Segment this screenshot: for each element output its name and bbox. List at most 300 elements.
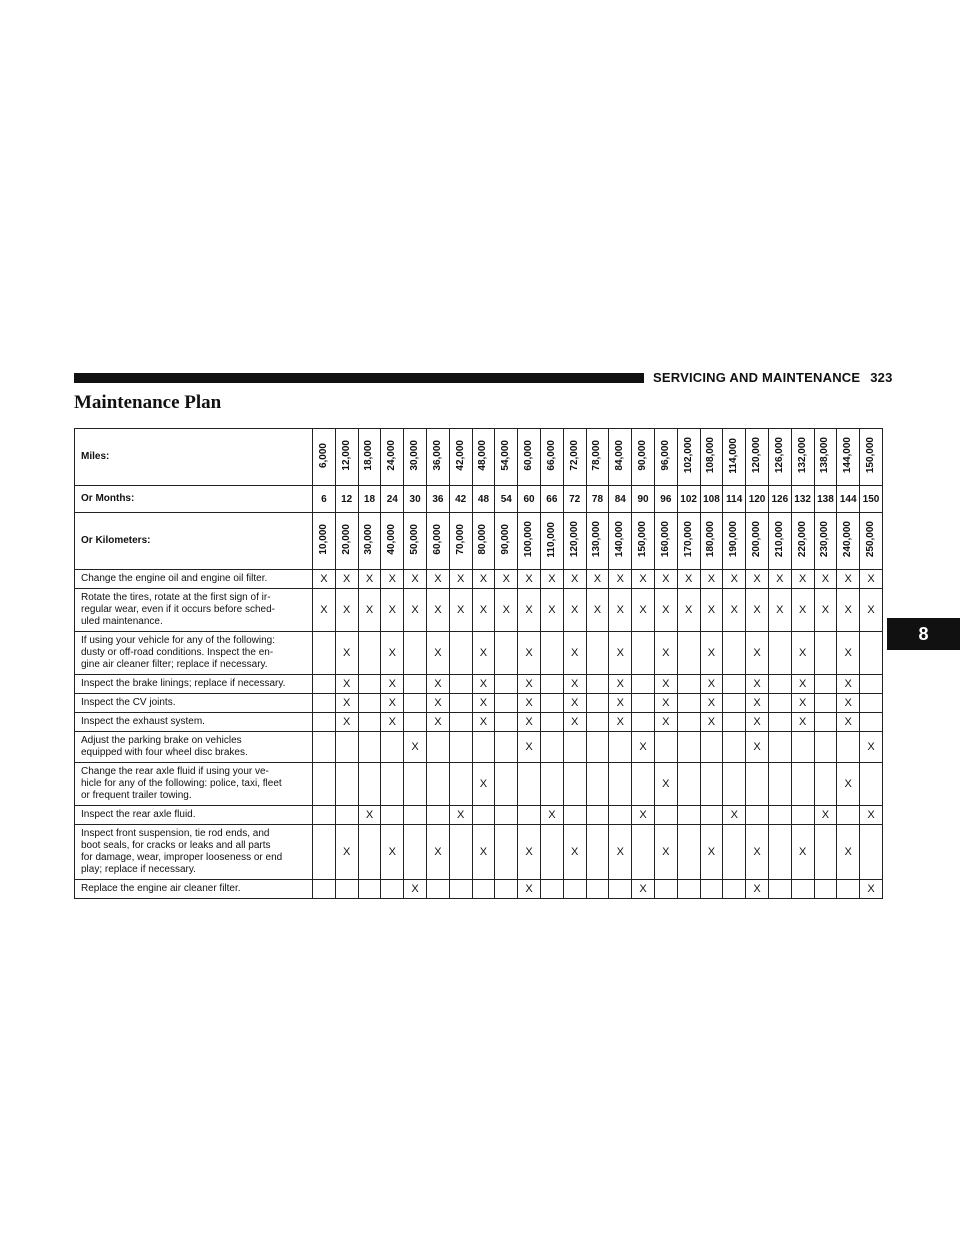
service-mark: X: [609, 675, 632, 694]
service-mark: X: [563, 713, 586, 732]
service-mark: [609, 763, 632, 806]
service-mark: X: [746, 732, 769, 763]
service-mark: X: [404, 732, 427, 763]
service-mark: [449, 825, 472, 880]
kilometers-interval-text: 100,000: [523, 521, 535, 558]
service-mark: [540, 713, 563, 732]
service-mark: X: [335, 713, 358, 732]
miles-interval-text: 150,000: [865, 437, 877, 474]
service-mark: [518, 806, 541, 825]
service-mark: [723, 732, 746, 763]
service-mark: [586, 825, 609, 880]
miles-interval-text: 120,000: [751, 437, 763, 474]
service-mark: X: [654, 694, 677, 713]
service-mark: X: [837, 632, 860, 675]
service-mark: X: [700, 825, 723, 880]
kilometers-interval-text: 60,000: [431, 524, 443, 555]
service-mark: X: [632, 732, 655, 763]
service-mark: X: [791, 589, 814, 632]
service-mark: [381, 763, 404, 806]
miles-interval: [495, 429, 518, 486]
service-mark: [472, 732, 495, 763]
miles-interval: [426, 429, 449, 486]
miles-interval: [518, 429, 541, 486]
service-mark: X: [654, 763, 677, 806]
service-mark: X: [746, 880, 769, 899]
months-interval: 132: [791, 486, 814, 513]
service-mark: X: [358, 570, 381, 589]
service-item-label: Replace the engine air cleaner filter.: [75, 880, 313, 899]
miles-interval-text: 126,000: [773, 437, 785, 474]
miles-interval: [814, 429, 837, 486]
kilometers-interval: [449, 513, 472, 570]
months-interval: 144: [837, 486, 860, 513]
service-mark: X: [449, 806, 472, 825]
service-mark: X: [381, 632, 404, 675]
service-mark: X: [746, 694, 769, 713]
service-mark: X: [723, 589, 746, 632]
months-interval: 54: [495, 486, 518, 513]
service-mark: X: [791, 632, 814, 675]
service-mark: [358, 675, 381, 694]
service-mark: [426, 880, 449, 899]
service-mark: [563, 880, 586, 899]
kilometers-interval: [654, 513, 677, 570]
service-mark: [358, 732, 381, 763]
service-mark: X: [404, 880, 427, 899]
months-interval: 90: [632, 486, 655, 513]
service-mark: [381, 732, 404, 763]
service-mark: X: [472, 632, 495, 675]
months-interval: 120: [746, 486, 769, 513]
miles-interval: [313, 429, 336, 486]
service-mark: [814, 825, 837, 880]
service-mark: X: [586, 589, 609, 632]
kilometers-interval: [837, 513, 860, 570]
months-interval: 126: [768, 486, 791, 513]
service-mark: [791, 732, 814, 763]
service-mark: [723, 825, 746, 880]
service-mark: X: [700, 694, 723, 713]
service-mark: [358, 825, 381, 880]
service-mark: X: [540, 589, 563, 632]
service-mark: [723, 694, 746, 713]
service-mark: [495, 632, 518, 675]
service-mark: X: [518, 589, 541, 632]
service-mark: [768, 763, 791, 806]
service-mark: [472, 806, 495, 825]
kilometers-interval-text: 200,000: [751, 521, 763, 558]
months-interval: 48: [472, 486, 495, 513]
table-row: [75, 675, 883, 694]
service-mark: X: [426, 713, 449, 732]
kilometers-interval-text: 250,000: [865, 521, 877, 558]
miles-interval-text: 12,000: [340, 440, 352, 471]
service-mark: X: [426, 694, 449, 713]
table-row: [75, 589, 883, 632]
service-mark: X: [335, 825, 358, 880]
service-mark: X: [677, 570, 700, 589]
months-interval: 18: [358, 486, 381, 513]
chapter-tab: 8: [887, 618, 960, 650]
service-mark: X: [700, 713, 723, 732]
kilometers-interval: [358, 513, 381, 570]
section-name: SERVICING AND MAINTENANCE: [653, 370, 861, 385]
service-mark: X: [381, 570, 404, 589]
service-mark: [426, 763, 449, 806]
service-mark: X: [518, 694, 541, 713]
service-mark: [540, 732, 563, 763]
service-item-label: Inspect the exhaust system.: [75, 713, 313, 732]
service-mark: [586, 694, 609, 713]
service-mark: [700, 880, 723, 899]
miles-interval-text: 90,000: [637, 440, 649, 471]
miles-interval-text: 18,000: [363, 440, 375, 471]
service-mark: [768, 632, 791, 675]
miles-interval: [586, 429, 609, 486]
service-mark: X: [632, 589, 655, 632]
service-item-label: Change the rear axle fluid if using your ve- hicle for any of the following: police, taxi, fleet or frequent trailer towing.: [75, 763, 313, 806]
service-mark: X: [472, 825, 495, 880]
months-interval: 72: [563, 486, 586, 513]
service-mark: [586, 732, 609, 763]
service-mark: X: [518, 825, 541, 880]
running-header: [653, 370, 893, 385]
service-mark: X: [426, 589, 449, 632]
service-mark: [860, 632, 883, 675]
service-mark: X: [518, 732, 541, 763]
service-mark: [654, 880, 677, 899]
service-mark: [540, 632, 563, 675]
service-mark: [837, 880, 860, 899]
miles-interval-text: 144,000: [842, 437, 854, 474]
service-mark: X: [563, 825, 586, 880]
service-mark: [768, 694, 791, 713]
service-item-label: Rotate the tires, rotate at the first sign of ir- regular wear, even if it occurs before sched- uled maintenance.: [75, 589, 313, 632]
service-mark: X: [609, 589, 632, 632]
service-mark: [404, 763, 427, 806]
service-mark: [426, 732, 449, 763]
service-mark: X: [586, 570, 609, 589]
kilometers-interval: [632, 513, 655, 570]
service-mark: [677, 825, 700, 880]
service-mark: [860, 825, 883, 880]
service-mark: X: [518, 880, 541, 899]
service-mark: [632, 713, 655, 732]
service-mark: [313, 713, 336, 732]
service-mark: [768, 880, 791, 899]
kilometers-interval: [700, 513, 723, 570]
kilometers-interval-text: 240,000: [842, 521, 854, 558]
service-mark: X: [814, 589, 837, 632]
service-mark: X: [563, 675, 586, 694]
kilometers-interval-text: 150,000: [637, 521, 649, 558]
months-interval: 96: [654, 486, 677, 513]
miles-interval: [791, 429, 814, 486]
service-mark: X: [335, 632, 358, 675]
service-mark: [860, 713, 883, 732]
service-mark: [791, 806, 814, 825]
service-mark: [540, 763, 563, 806]
service-mark: [723, 713, 746, 732]
months-row: [75, 486, 883, 513]
kilometers-interval-text: 90,000: [500, 524, 512, 555]
service-mark: [586, 632, 609, 675]
service-mark: X: [426, 570, 449, 589]
miles-interval-text: 72,000: [568, 440, 580, 471]
service-mark: [860, 694, 883, 713]
miles-interval: [335, 429, 358, 486]
months-interval: 30: [404, 486, 427, 513]
months-label: Or Months:: [75, 486, 313, 513]
service-mark: X: [540, 570, 563, 589]
service-mark: X: [609, 570, 632, 589]
service-mark: X: [700, 675, 723, 694]
service-mark: [404, 825, 427, 880]
service-mark: X: [700, 589, 723, 632]
months-interval: 84: [609, 486, 632, 513]
kilometers-interval: [746, 513, 769, 570]
miles-interval: [860, 429, 883, 486]
service-mark: X: [518, 675, 541, 694]
service-mark: [472, 880, 495, 899]
service-mark: X: [654, 675, 677, 694]
miles-interval-text: 114,000: [728, 437, 740, 474]
service-mark: X: [837, 589, 860, 632]
service-item-label: Inspect front suspension, tie rod ends, and boot seals, for cracks or leaks and all parts for damage, wear, improper looseness or end play; replace if necessary.: [75, 825, 313, 880]
service-mark: [313, 763, 336, 806]
service-mark: [313, 806, 336, 825]
months-interval: 138: [814, 486, 837, 513]
service-mark: X: [609, 825, 632, 880]
service-mark: X: [860, 806, 883, 825]
service-mark: X: [723, 806, 746, 825]
months-interval: 12: [335, 486, 358, 513]
service-mark: X: [860, 589, 883, 632]
kilometers-interval-text: 80,000: [477, 524, 489, 555]
service-mark: X: [632, 806, 655, 825]
service-mark: [837, 732, 860, 763]
service-mark: [814, 763, 837, 806]
miles-interval: [632, 429, 655, 486]
kilometers-interval: [381, 513, 404, 570]
service-mark: X: [837, 570, 860, 589]
service-mark: [313, 675, 336, 694]
service-mark: [654, 806, 677, 825]
kilometers-interval: [495, 513, 518, 570]
service-mark: [313, 632, 336, 675]
service-mark: [609, 880, 632, 899]
miles-interval: [563, 429, 586, 486]
service-mark: [677, 806, 700, 825]
service-mark: [358, 880, 381, 899]
service-mark: [768, 675, 791, 694]
service-item-label: Inspect the CV joints.: [75, 694, 313, 713]
service-mark: [335, 880, 358, 899]
service-mark: [723, 675, 746, 694]
service-mark: [335, 732, 358, 763]
service-mark: [495, 713, 518, 732]
months-interval: 78: [586, 486, 609, 513]
table-row: [75, 880, 883, 899]
miles-interval: [768, 429, 791, 486]
kilometers-interval: [335, 513, 358, 570]
service-mark: X: [609, 632, 632, 675]
service-mark: X: [540, 806, 563, 825]
service-mark: X: [677, 589, 700, 632]
service-mark: X: [837, 713, 860, 732]
service-mark: [381, 806, 404, 825]
miles-interval-text: 66,000: [545, 440, 557, 471]
kilometers-interval-text: 220,000: [796, 521, 808, 558]
kilometers-interval: [472, 513, 495, 570]
service-mark: X: [472, 763, 495, 806]
service-mark: [540, 880, 563, 899]
service-mark: [609, 732, 632, 763]
miles-interval: [358, 429, 381, 486]
service-mark: X: [358, 806, 381, 825]
miles-interval-text: 30,000: [409, 440, 421, 471]
service-mark: [540, 675, 563, 694]
service-mark: X: [837, 763, 860, 806]
miles-interval: [404, 429, 427, 486]
service-mark: X: [700, 632, 723, 675]
service-mark: X: [632, 570, 655, 589]
months-interval: 36: [426, 486, 449, 513]
kilometers-interval-text: 70,000: [454, 524, 466, 555]
service-mark: X: [426, 675, 449, 694]
service-mark: [449, 763, 472, 806]
service-mark: [586, 763, 609, 806]
service-mark: [404, 632, 427, 675]
service-mark: X: [860, 570, 883, 589]
table-row: [75, 713, 883, 732]
service-mark: [495, 732, 518, 763]
service-mark: [586, 806, 609, 825]
service-mark: [313, 694, 336, 713]
service-mark: [632, 675, 655, 694]
header-rule: [74, 373, 644, 383]
service-mark: [746, 806, 769, 825]
service-mark: [723, 763, 746, 806]
service-mark: [860, 675, 883, 694]
service-mark: [495, 675, 518, 694]
miles-row: [75, 429, 883, 486]
kilometers-row: [75, 513, 883, 570]
miles-label: Miles:: [75, 429, 313, 486]
kilometers-interval-text: 210,000: [773, 521, 785, 558]
service-mark: X: [472, 589, 495, 632]
miles-interval-text: 132,000: [796, 437, 808, 474]
kilometers-interval: [313, 513, 336, 570]
kilometers-interval-text: 140,000: [614, 521, 626, 558]
kilometers-interval-text: 40,000: [386, 524, 398, 555]
miles-interval-text: 42,000: [454, 440, 466, 471]
service-mark: [632, 694, 655, 713]
service-mark: [495, 825, 518, 880]
service-mark: [700, 763, 723, 806]
miles-interval: [540, 429, 563, 486]
service-mark: [791, 763, 814, 806]
miles-interval-text: 60,000: [523, 440, 535, 471]
service-mark: X: [518, 713, 541, 732]
service-mark: X: [381, 675, 404, 694]
service-mark: X: [700, 570, 723, 589]
service-mark: [313, 825, 336, 880]
months-interval: 114: [723, 486, 746, 513]
miles-interval: [609, 429, 632, 486]
miles-interval-text: 78,000: [591, 440, 603, 471]
service-mark: [358, 694, 381, 713]
service-mark: [449, 632, 472, 675]
service-mark: X: [768, 589, 791, 632]
miles-interval: [723, 429, 746, 486]
service-mark: [837, 806, 860, 825]
service-mark: [563, 732, 586, 763]
kilometers-interval-text: 170,000: [682, 521, 694, 558]
service-mark: [449, 880, 472, 899]
service-mark: [449, 694, 472, 713]
maintenance-table: [74, 428, 883, 899]
kilometers-interval: [586, 513, 609, 570]
service-mark: X: [335, 589, 358, 632]
table-row: [75, 806, 883, 825]
service-mark: X: [746, 675, 769, 694]
service-mark: X: [609, 694, 632, 713]
miles-interval: [472, 429, 495, 486]
service-mark: [632, 825, 655, 880]
miles-interval: [381, 429, 404, 486]
service-mark: X: [860, 880, 883, 899]
service-mark: X: [632, 880, 655, 899]
miles-interval: [449, 429, 472, 486]
months-interval: 6: [313, 486, 336, 513]
service-mark: X: [814, 806, 837, 825]
service-mark: X: [791, 694, 814, 713]
service-mark: X: [860, 732, 883, 763]
service-mark: [540, 825, 563, 880]
service-item-label: Inspect the brake linings; replace if necessary.: [75, 675, 313, 694]
service-mark: X: [358, 589, 381, 632]
service-mark: [540, 694, 563, 713]
service-mark: X: [335, 675, 358, 694]
service-mark: X: [837, 694, 860, 713]
service-mark: X: [313, 589, 336, 632]
service-mark: [426, 806, 449, 825]
service-item-label: Inspect the rear axle fluid.: [75, 806, 313, 825]
kilometers-interval-text: 160,000: [659, 521, 671, 558]
service-mark: X: [723, 570, 746, 589]
kilometers-interval-text: 30,000: [363, 524, 375, 555]
service-mark: [768, 806, 791, 825]
service-mark: [814, 880, 837, 899]
service-mark: X: [335, 570, 358, 589]
service-mark: [677, 713, 700, 732]
service-mark: [791, 880, 814, 899]
service-mark: X: [404, 589, 427, 632]
service-mark: [860, 763, 883, 806]
kilometers-interval-text: 180,000: [705, 521, 717, 558]
miles-interval-text: 6,000: [317, 442, 329, 469]
service-mark: X: [654, 825, 677, 880]
service-mark: X: [837, 675, 860, 694]
service-mark: X: [746, 825, 769, 880]
miles-interval-text: 54,000: [500, 440, 512, 471]
service-mark: X: [449, 589, 472, 632]
service-mark: X: [563, 694, 586, 713]
service-mark: [814, 713, 837, 732]
service-mark: X: [313, 570, 336, 589]
